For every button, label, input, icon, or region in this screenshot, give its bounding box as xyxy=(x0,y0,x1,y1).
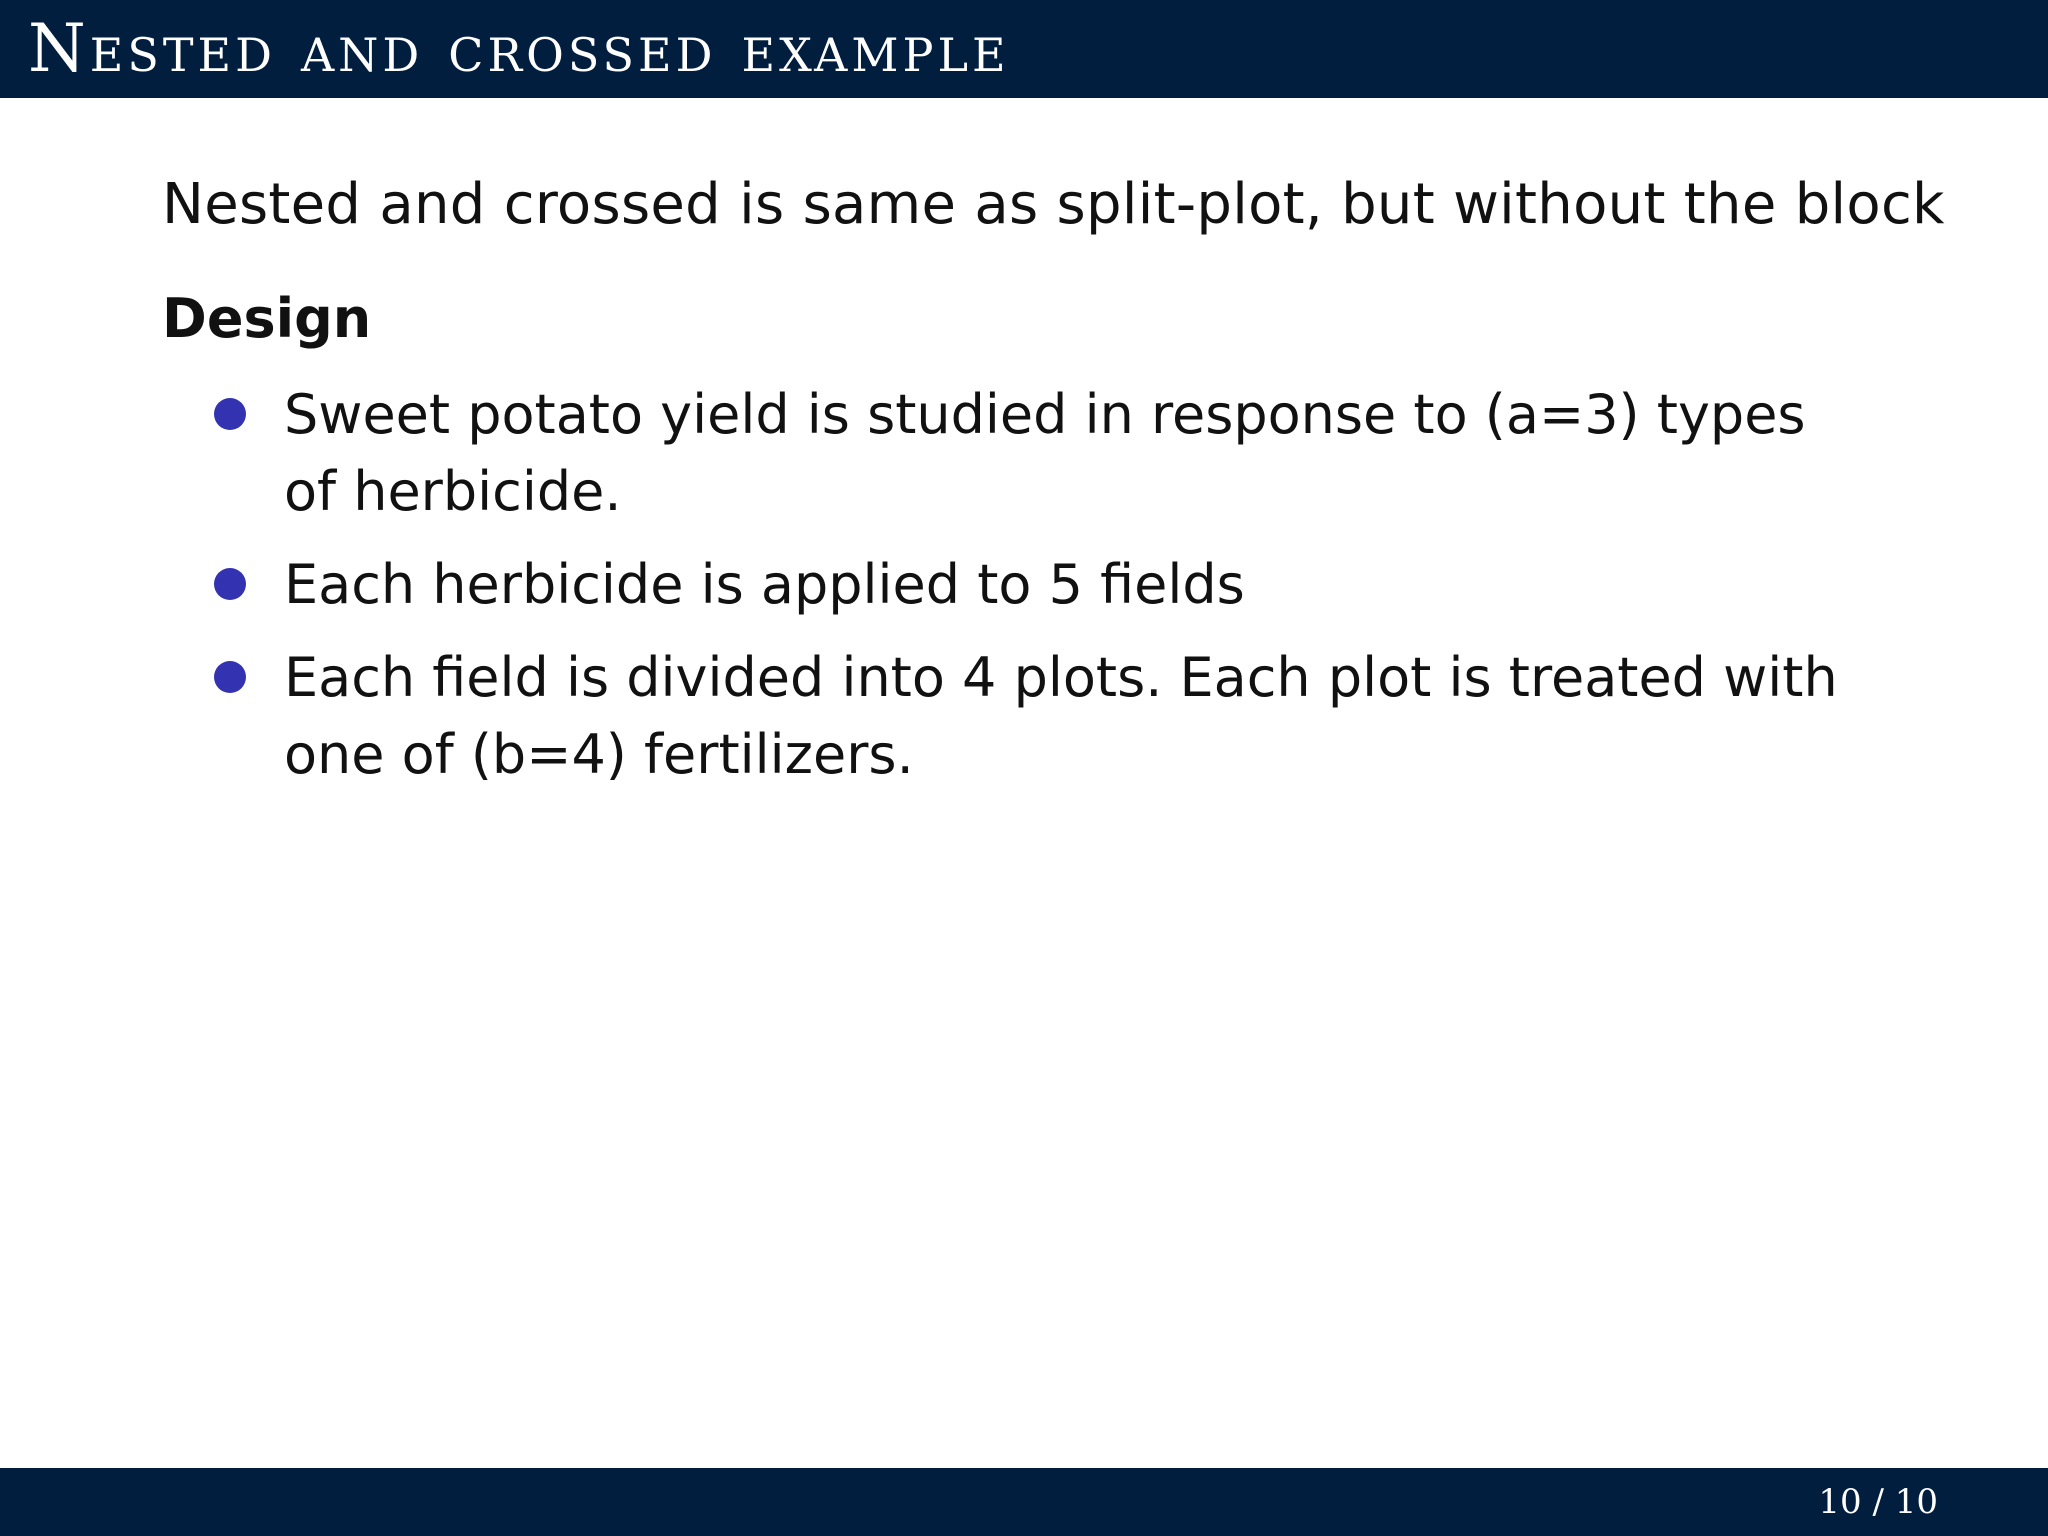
bullet-text: Each field is divided into 4 plots. Each plot is treated with one of (b=4) fertilizers. xyxy=(284,646,1838,786)
intro-text: Nested and crossed is same as split-plot, but without the block xyxy=(162,172,1945,237)
bullet-dot-icon xyxy=(214,398,246,430)
bullet-dot-icon xyxy=(214,568,246,600)
bullet-list xyxy=(162,376,1862,809)
slide-title: Nested and crossed example xyxy=(28,10,1010,87)
bullet-item xyxy=(162,639,1862,793)
page-number: 10 / 10 xyxy=(1818,1482,1938,1522)
bullet-dot-icon xyxy=(214,661,246,693)
bullet-item xyxy=(162,546,1862,623)
bullet-item xyxy=(162,376,1862,530)
footer-bar xyxy=(0,1468,2048,1536)
bullet-text: Each herbicide is applied to 5 fields xyxy=(284,553,1245,616)
section-heading: Design xyxy=(162,287,372,350)
title-bar xyxy=(0,0,2048,98)
bullet-text: Sweet potato yield is studied in response to (a=3) types of herbicide. xyxy=(284,383,1806,523)
